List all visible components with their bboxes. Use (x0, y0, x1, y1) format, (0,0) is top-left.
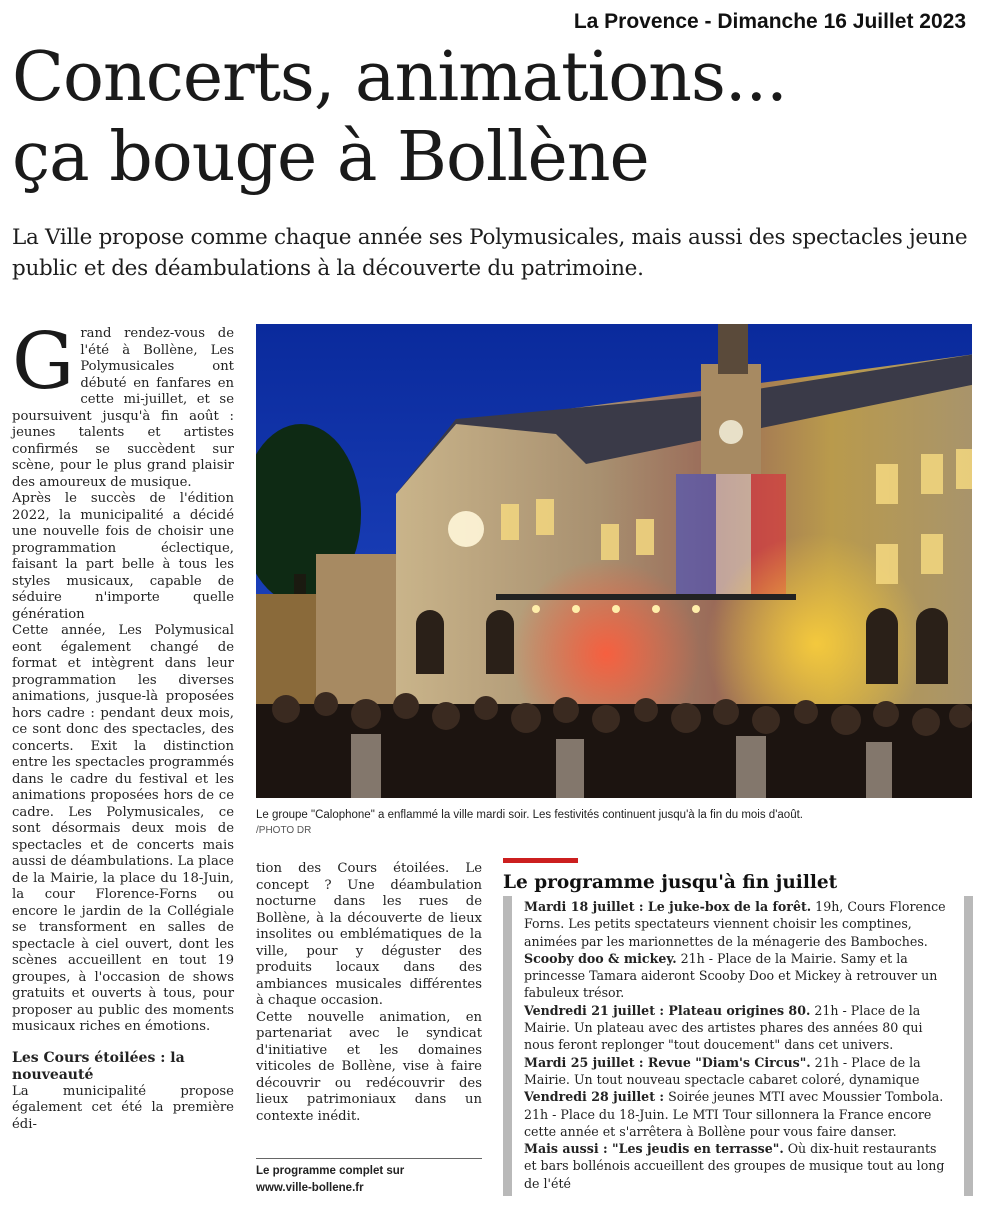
photo-caption: Le groupe "Calophone" a enflammé la ville mardi soir. Les festivités continuent jusqu'à la fin du mois d'août. (256, 809, 803, 821)
programme-event-details: Où dix-huit restaurants et bars bollénois accueillent des groupes de musique tout au long de l'été (524, 1141, 945, 1191)
programme-event (524, 1054, 951, 1089)
town-hall-concert-illustration (256, 324, 972, 798)
paragraph-4: La municipalité propose également cet été la première édi- (12, 1083, 234, 1132)
programme-event (524, 1002, 951, 1054)
newspaper-source-date: La Provence - Dimanche 16 Juillet 2023 (573, 10, 966, 33)
headline-line-1: Concerts, animations... (12, 38, 787, 117)
red-accent-rule (503, 858, 578, 863)
paragraph-intro: rand rendez-vous de l'été à Bollène, Les Polymusicales ont débuté en fanfares en cette mi-juillet, et se poursuivent jusqu'à fin août : jeunes talents et artistes confirmés se succèdent sur scène, pour le plus grand plaisir des amoureux de musique. (12, 326, 234, 490)
headline (12, 38, 972, 198)
programme-event-details: 21h - Place de la Mairie. Samy et la princesse Tamara aideront Scooby Doo et Mickey à retrouver un fabuleux trésor. (524, 950, 938, 1001)
programme-event (524, 950, 951, 1002)
photo-credit: /PHOTO DR (256, 825, 312, 836)
programme-list (524, 898, 951, 1192)
programme-event (524, 1088, 951, 1140)
website-reference-label: Le programme complet sur (256, 1165, 405, 1177)
programme-event-heading: Mardi 18 juillet : Le juke-box de la forêt. (524, 899, 812, 914)
programme-title: Le programme jusqu'à fin juillet (503, 872, 838, 893)
programme-event-details: Soirée jeunes MTI avec Moussier Tombola. 21h - Place du 18-Juin. Le MTI Tour sillonnera la France encore cette année et s'arrêtera à Bollène pour vous faire danser. (524, 1089, 944, 1139)
website-url-link[interactable]: www.ville-bollene.fr (256, 1182, 364, 1194)
paragraph-6: Cette nouvelle animation, en partenariat avec le syndicat d'initiative et les domaines viticoles de Bollène, vise à faire découvrir ou redécouvrir des lieux patrimoniaux dans un contexte inédit. (256, 1009, 482, 1124)
programme-event-heading: Mardi 25 juillet : Revue "Diam's Circus". (524, 1054, 811, 1070)
programme-event (524, 898, 951, 950)
programme-event (524, 1140, 951, 1192)
programme-event-heading: Vendredi 28 juillet : (524, 1089, 665, 1105)
programme-event-details: 19h, Cours Florence Forns. Les petits spectateurs viennent choisir les comptines, animées par les marionnettes de la ménagerie des Bamboches. (524, 899, 946, 949)
headline-line-2: ça bouge à Bollène (12, 118, 649, 197)
programme-event-details: 21h - Place de la Mairie. Un tout nouveau spectacle cabaret coloré, dynamique (524, 1054, 921, 1087)
standfirst: La Ville propose comme chaque année ses Polymusicales, mais aussi des spectacles jeune public et des déambulations à la découverte du patrimoine. (12, 225, 968, 281)
article-column-1 (12, 317, 234, 1133)
programme-event-details: 21h - Place de la Mairie. Un plateau avec des artistes phares des années 80 qui nous feront replonger "tout doucement" dans cet univers. (524, 1002, 923, 1053)
website-reference (256, 1158, 482, 1197)
paragraph-3: Cette année, Les Polymusical eont également changé de format et intègrent dans leur programmation les diverses animations, jusque-là proposées hors cadre : pendant deux mois, ce sont donc des spectacles, des concerts. Exit la distinction entre les spectacles programmés dans le cadre du festival et les animations proposées hors de ce cadre. Les Polymusicales, ce sont désormais deux mois de spectacles et de concerts mais aussi de déambulations. La place de la Mairie, la place du 18-Juin, la cour Florence-Forns ou encore le jardin de la Collégiale se transforment en salles de spectacle à ciel ouvert, dont les scènes accueillent en tout 19 groupes, à l'occasion de shows gratuits et ouverts à tous, pour proposer au public des moments musicaux riches en émotions. (12, 623, 234, 1034)
paragraph-2: Après le succès de l'édition 2022, la municipalité a décidé une nouvelle fois de choisir une programmation éclectique, faisant la part belle à tous les styles musicaux, capable de séduire n'importe quelle génération (12, 491, 234, 622)
drop-cap: G (12, 317, 75, 407)
subhead-cours-etoilees: Les Cours étoilées : la nouveauté (12, 1049, 185, 1083)
concert-photo (256, 324, 972, 798)
programme-event-heading: Scooby doo & mickey. (524, 950, 677, 966)
programme-event-heading: Mais aussi : "Les jeudis en terrasse". (524, 1141, 784, 1157)
article-column-2 (256, 861, 482, 1125)
paragraph-5: tion des Cours étoilées. Le concept ? Une déambulation nocturne dans les rues de Bollène, à la découverte de lieux insolites ou emblématiques de la ville, pour y déguster des produits locaux dans des ambiances musicales différentes à chaque occasion. (256, 861, 482, 1008)
programme-event-heading: Vendredi 21 juillet : Plateau origines 80. (524, 1002, 811, 1018)
